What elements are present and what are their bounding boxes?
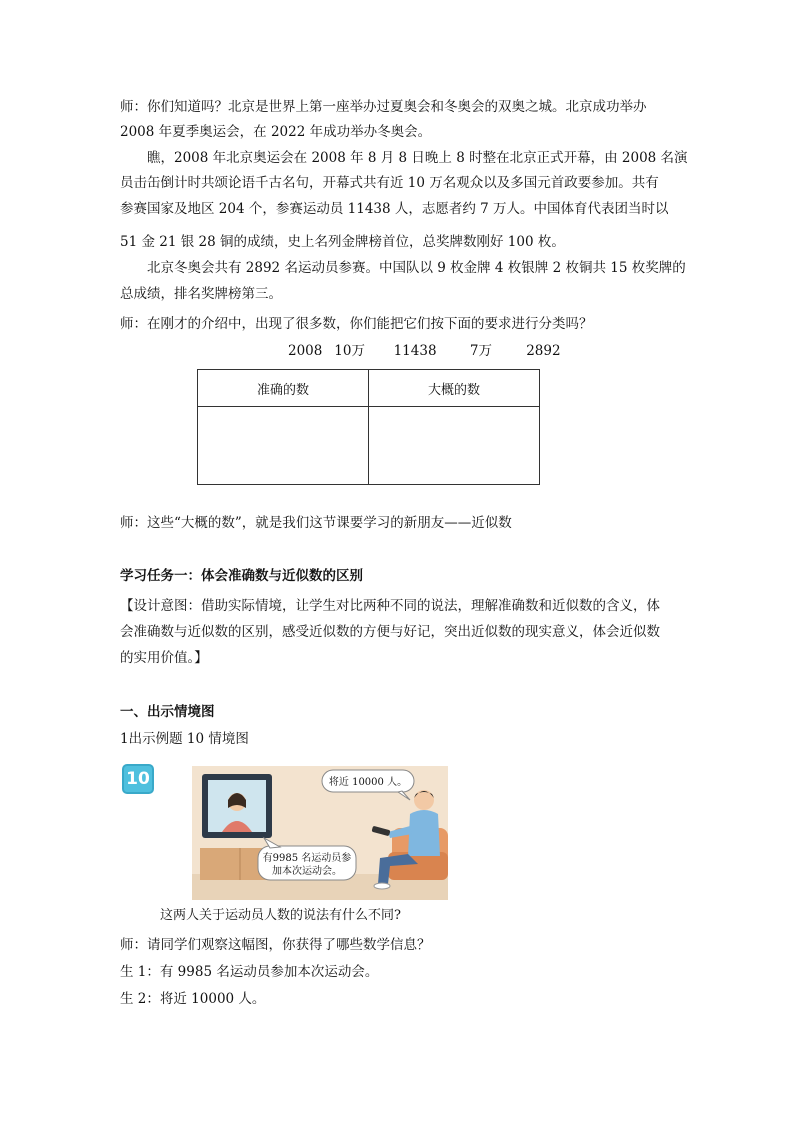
table-header-exact: 准确的数 xyxy=(198,370,369,407)
paragraph-intro-line-2: 2008 年夏季奥运会，在 2022 年成功举办冬奥会。 xyxy=(120,124,432,140)
design-intent-line-1: 【设计意图：借助实际情境，让学生对比两种不同的说法，理解准确数和近似数的含义，体 xyxy=(120,598,660,614)
task-title: 学习任务一：体会准确数与近似数的区别 xyxy=(120,568,363,584)
teacher-question: 师：在刚才的介绍中，出现了很多数，你们能把它们按下面的要求进行分类吗？ xyxy=(120,316,593,332)
man-shirt xyxy=(408,810,440,856)
example-number-badge: 10 xyxy=(122,764,154,794)
number-item: 10万 xyxy=(334,343,365,359)
paragraph-winter-line-2: 总成绩，排名奖牌榜第三。 xyxy=(120,286,282,302)
table-cell-exact xyxy=(198,407,369,485)
number-item: 11438 xyxy=(393,343,437,359)
speech-bubble-left-text-2: 加本次运动会。 xyxy=(272,866,342,877)
paragraph-winter-line-1: 北京冬奥会共有 2892 名运动员参赛。中国队以 9 枚金牌 4 枚银牌 2 枚铜共 15 枚奖牌的 xyxy=(147,260,686,276)
classification-table xyxy=(197,369,540,485)
number-list xyxy=(288,340,561,362)
paragraph-intro-line-1: 师：你们知道吗？北京是世界上第一座举办过夏奥会和冬奥会的双奥之城。北京成功举办 xyxy=(120,99,647,115)
design-intent-line-3: 的实用价值。】 xyxy=(120,650,208,666)
number-item: 7万 xyxy=(469,343,492,359)
paragraph-olympics-line-3: 参赛国家及地区 204 个，参赛运动员 11438 人，志愿者约 7 万人。中国体育代表团当时以 xyxy=(120,201,669,217)
figure-caption: 这两人关于运动员人数的说法有什么不同? xyxy=(160,908,401,923)
design-intent-line-2: 会准确数与近似数的区别，感受近似数的方便与好记，突出近似数的现实意义，体会近似数 xyxy=(120,624,660,640)
paragraph-olympics-line-4: 51 金 21 银 28 铜的成绩，史上名列金牌榜首位，总奖牌数刚好 100 枚。 xyxy=(120,234,565,250)
table-header-approx: 大概的数 xyxy=(369,370,540,407)
teacher-summary: 师：这些“大概的数”，就是我们这节课要学习的新朋友——近似数 xyxy=(120,515,512,531)
teacher-prompt: 师：请同学们观察这幅图，你获得了哪些数学信息？ xyxy=(120,937,431,953)
number-item: 2008 xyxy=(288,343,323,359)
section-heading: 一、出示情境图 xyxy=(120,704,215,720)
speech-bubble-left-text-1: 有9985 名运动员参 xyxy=(262,853,352,864)
paragraph-olympics-line-1: 瞧，2008 年北京奥运会在 2008 年 8 月 8 日晚上 8 时整在北京正式开幕，由 2008 名演 xyxy=(147,150,688,166)
number-item: 2892 xyxy=(526,343,561,359)
student-answer-1: 生 1：有 9985 名运动员参加本次运动会。 xyxy=(120,964,379,980)
man-shoe xyxy=(374,883,390,889)
section-subheading: 1出示例题 10 情境图 xyxy=(120,731,249,747)
man-head xyxy=(414,790,434,810)
paragraph-olympics-line-2: 员击缶倒计时共颂论语千古名句，开幕式共有近 10 万名观众以及多国元首政要参加。共有 xyxy=(120,175,659,191)
table-cell-approx xyxy=(369,407,540,485)
speech-bubble-right-text: 将近 10000 人。 xyxy=(328,777,408,788)
student-answer-2: 生 2：将近 10000 人。 xyxy=(120,991,266,1007)
example-figure xyxy=(122,764,452,924)
scene-illustration xyxy=(192,766,448,900)
